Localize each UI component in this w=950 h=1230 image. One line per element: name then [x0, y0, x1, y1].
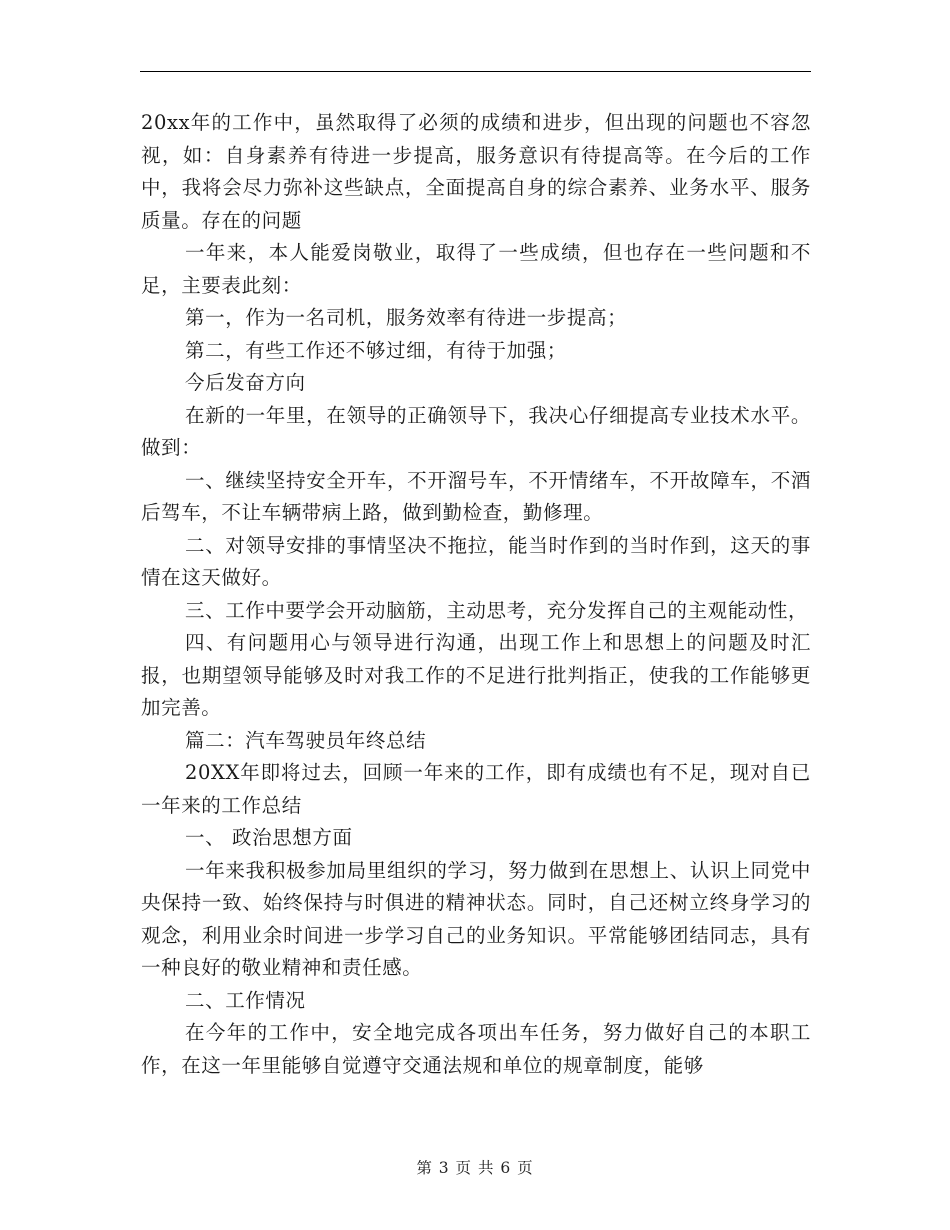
- paragraph: 在新的一年里，在领导的正确领导下，我决心仔细提高专业技术水平。做到：: [141, 403, 811, 459]
- paragraph: 一、继续坚持安全开车，不开溜号车，不开情绪车，不开故障车，不酒后驾车，不让车辆带病上路，做到勤检查，勤修理。: [141, 468, 811, 524]
- page-footer: 第 3 页 共 6 页: [416, 1159, 534, 1177]
- paragraph: 第一，作为一名司机，服务效率有待进一步提高；: [185, 306, 628, 329]
- paragraph: 一年来我积极参加局里组织的学习，努力做到在思想上、认识上同党中央保持一致、始终保持与时俱进的精神状态。同时，自己还树立终身学习的观念，利用业余时间进一步学习自己的业务知识。平常能够团结同志，具有一种良好的敬业精神和责任感。: [141, 858, 811, 979]
- document-body: [141, 107, 811, 1082]
- section-heading: 篇二：汽车驾驶员年终总结: [185, 728, 427, 752]
- paragraph: 第二，有些工作还不够过细，有待于加强；: [185, 338, 567, 362]
- paragraph: 三、工作中要学会开动脑筋，主动思考，充分发挥自己的主观能动性，: [185, 598, 809, 622]
- paragraph: 四、有问题用心与领导进行沟通，出现工作上和思想上的问题及时汇报，也期望领导能够及时对我工作的不足进行批判指正，使我的工作能够更加完善。: [141, 631, 811, 719]
- paragraph: 20xx年的工作中，虽然取得了必须的成绩和进步，但出现的问题也不容忽视，如：自身素养有待进一步提高，服务意识有待提高等。在今后的工作中，我将会尽力弥补这些缺点，全面提高自身的综合素养、业务水平、服务质量。存在的问题: [141, 111, 811, 232]
- section-heading: 今后发奋方向: [185, 371, 306, 394]
- section-heading: 二、工作情况: [185, 988, 306, 1012]
- header-rule: [140, 71, 811, 72]
- paragraph: 在今年的工作中，安全地完成各项出车任务，努力做好自己的本职工作，在这一年里能够自觉遵守交通法规和单位的规章制度，能够: [141, 1021, 811, 1077]
- paragraph: 一年来，本人能爱岗敬业，取得了一些成绩，但也存在一些问题和不足，主要表此刻：: [141, 241, 811, 297]
- paragraph: 20XX年即将过去，回顾一年来的工作，即有成绩也有不足，现对自已一年来的工作总结: [141, 761, 811, 817]
- paragraph: 二、对领导安排的事情坚决不拖拉，能当时作到的当时作到，这天的事情在这天做好。: [141, 533, 811, 589]
- section-heading: 一、 政治思想方面: [185, 826, 353, 849]
